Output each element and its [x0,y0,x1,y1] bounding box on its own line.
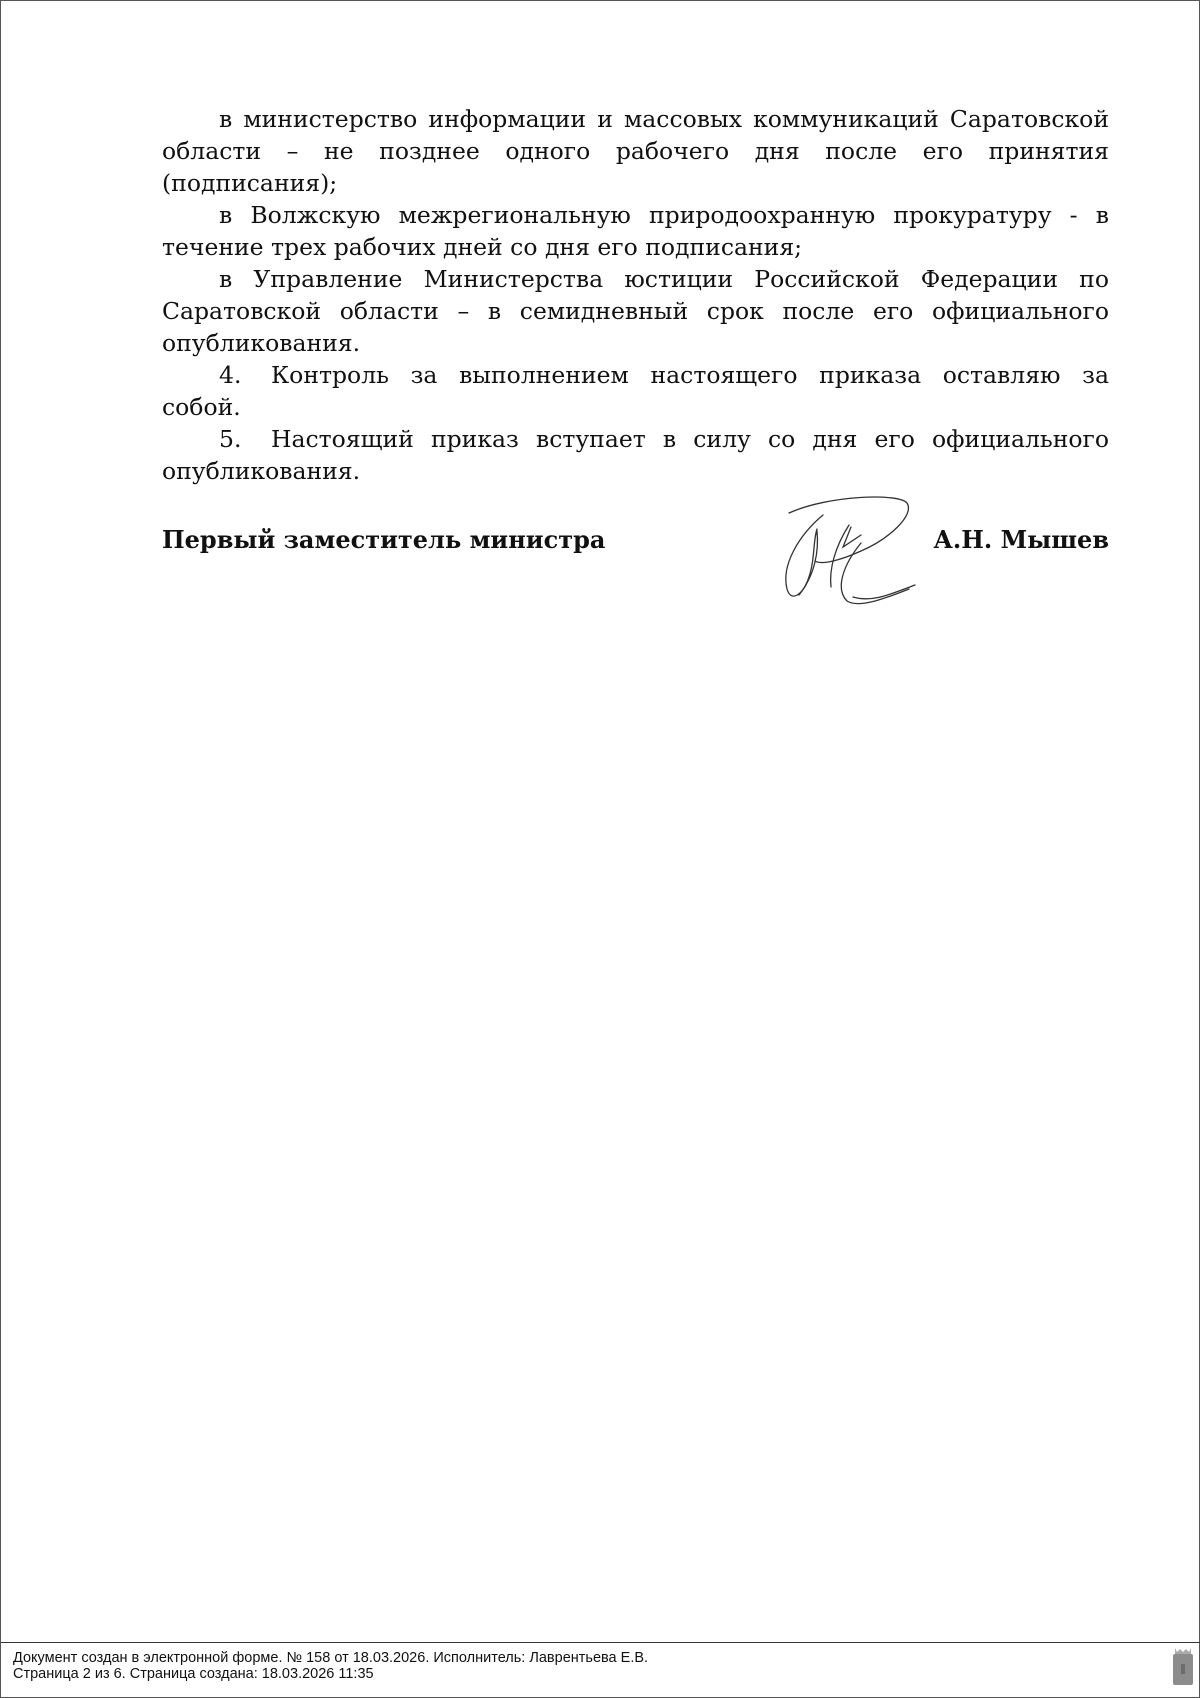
handwritten-signature [769,491,917,617]
emblem-icon [1172,1646,1194,1686]
signer-title: Первый заместитель министра [162,525,606,554]
paragraph-item-5 [162,423,1109,487]
paragraph-item-4 [162,359,1109,423]
footer-line-1: Документ создан в электронной форме. № 158 от 18.03.2026. Исполнитель: Лаврентьева Е.В. [13,1650,649,1666]
paragraph-prosecutor [162,199,1109,263]
document-footer [13,1650,1163,1682]
paragraph-ministry-info [162,103,1109,199]
signature-block [162,525,1109,561]
signer-name: А.Н. Мышев [933,525,1109,554]
paragraph-text: в Управление Министерства юстиции Российской Федерации по Саратовской области – в семидневный срок после его официального опубликования. [162,265,1109,357]
footer-divider [1,1642,1200,1643]
footer-line-2: Страница 2 из 6. Страница создана: 18.03.2026 11:35 [13,1666,374,1682]
paragraph-text: Настоящий приказ вступает в силу со дня его официального опубликования. [162,425,1109,485]
paragraph-text: Контроль за выполнением настоящего приказа оставляю за собой. [162,361,1109,421]
paragraph-text: в Волжскую межрегиональную природоохранную прокуратуру - в течение трех рабочих дней со дня его подписания; [162,201,1109,261]
item-number: 4. [219,361,242,389]
item-number: 5. [219,425,242,453]
paragraph-text: в министерство информации и массовых коммуникаций Саратовской области – не позднее одного рабочего дня после его принятия (подписания); [162,105,1109,197]
document-body [162,103,1109,487]
paragraph-justice-ministry [162,263,1109,359]
